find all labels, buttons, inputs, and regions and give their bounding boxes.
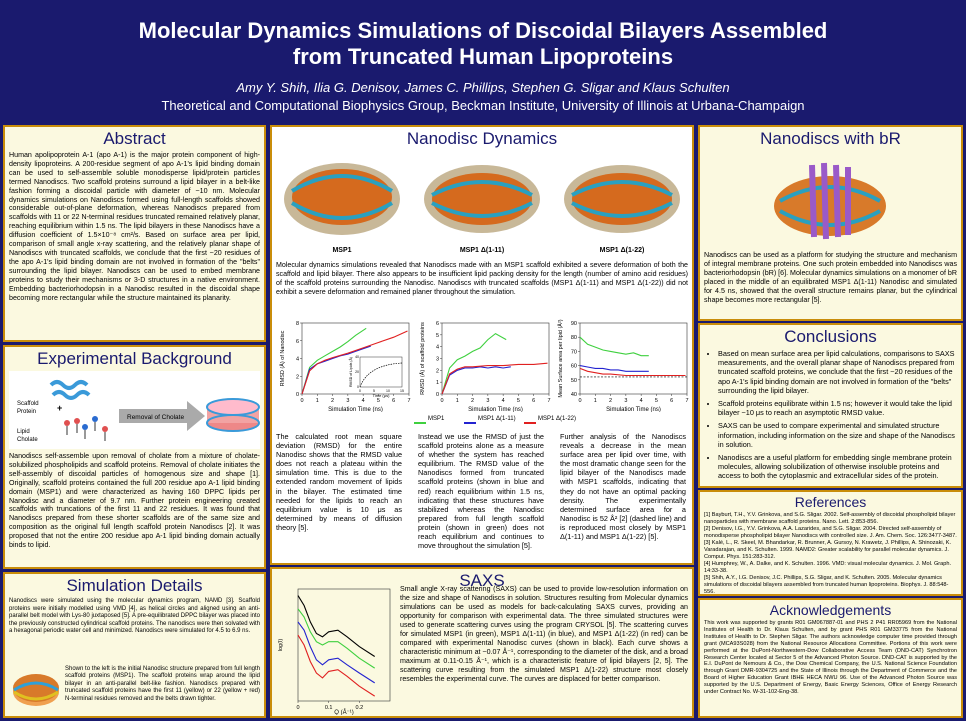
label-msp1-22: MSP1 Δ(1-22) [599, 247, 645, 254]
conclusion-item: • Based on mean surface area per lipid calculations, comparisons to SAXS measurements, and the overall planar shape of Nanodiscs prepared from truncated scaffold proteins, we conclude that the first ~20 residues of the apo A-1's lipid binding domain are not involved in formation of the "belts" surrounding the lipid bilayer. [718, 349, 957, 395]
x-tick-label: 6 [670, 398, 674, 404]
y-axis-label: Mean Surface area per lipid (Å²) [558, 319, 564, 398]
inset-y-tick-label: 20 [355, 370, 359, 374]
x-tick-label: 0.1 [324, 705, 333, 711]
sim-details-text: Nanodiscs were simulated using the molecular dynamics program, NAMD [3]. Scaffold proteins were initially modelled using VMD [4], as helical circles and aligned using an anti-parallel belt model with Lys-80 juxtaposed [5]. A pre-equilibrated DPPC bilayer was placed into the previously constructed cylindrical scaffold proteins. The nanodiscs were then solvated with a hexagonal periodic water cell and minimized. Nanodiscs were simulated for 4.5 to 6.9 ns. [9, 598, 260, 634]
inset-frame [360, 357, 402, 387]
rmsd-nanodisc-chart [278, 317, 413, 412]
saxs-text: Small angle X-ray scattering (SAXS) can be used to provide low-resolution information on the size and shape of Nanodiscs in solution. Structures resulting from Molecular dynamics simulations can be used as models for back-calculating SAXS curves, providing an opportunity for comparison with experimental data. The three simulated structures were used to generate scattering curves using the program CRYSOL [5]. The scattering curves for simulated MSP1 (in green), MSP1 Δ(1-11) (in blue), and MSP1 Δ(1-22) (in red) can be compared with experimental Nanodisc curves (shown in black). Each curve shows a characteristic minimum at ~0.07 Å⁻¹, corresponding to the diameter of the disk, and a broad maximum at 0.11-0.15 Å⁻¹, which is a characteristic feature of lipid bilayers [2, 5]. The scattering curve resulting from the simulated MSP1 Δ(1-22) structure most closely resembles the experimental curve. The curves are displaced for better comparison. [400, 585, 688, 683]
series-line-2 [580, 368, 686, 375]
abstract-title: Abstract [103, 129, 166, 148]
x-tick-label: 1 [593, 398, 597, 404]
nanodisc-dynamics-text: Molecular dynamics simulations revealed that Nanodiscs made with an MSP1 scaffold exhibited a severe deformation of both the scaffold and lipid bilayer. There also appears to be insufficient lipid packing density for the length (number of amino acid residues) of the scaffold proteins surrounding the Nanodisc. Nanodiscs with truncated scaffolds (MSP1 Δ(1-11) and MSP1 Δ(1-22)) did not exhibit a severe deformation and remained planer throughout the simulation. [276, 261, 688, 296]
x-tick-label: 5 [516, 398, 520, 404]
x-tick-label: 0 [578, 398, 582, 404]
msp1-11-render [424, 165, 540, 233]
sim-details-title: Simulation Details [66, 576, 203, 595]
nanodisc-render-row [272, 151, 692, 247]
x-tick-label: 7 [547, 398, 551, 404]
references-list [704, 512, 957, 596]
surface-area-chart [556, 317, 691, 412]
references-title: References [794, 494, 867, 510]
x-tick-label: 2 [331, 398, 335, 404]
y-tick-label: 4 [435, 344, 439, 351]
authors: Amy Y. Shih, Ilia G. Denisov, James C. Phillips, Stephen G. Sligar and Klaus Schulten [236, 80, 730, 95]
poster-header [0, 0, 966, 122]
reference-item: [3] Kalé, L., R. Skeel, M. Bhandarkar, R. Brunner, A. Gursoy, N. Krawetz, J. Phillips, A. Shinozaki, K. Varadarajan, and K. Schulten. 1999. NAMD2: Greater scalability for parallel molecular dynamics. J. Comput. Phys. 151:283-312. [704, 540, 952, 560]
x-tick-label: 0 [440, 398, 444, 404]
acknowledgements-title: Acknowledgements [769, 602, 892, 618]
references-panel [698, 490, 963, 596]
molecule-render [11, 666, 61, 714]
br-render-image [700, 151, 961, 251]
y-tick-label: 6 [295, 338, 299, 345]
series-line-0 [442, 334, 506, 394]
nanodisc-dynamics-title: Nanodisc Dynamics [406, 129, 558, 148]
nano-br-panel [698, 125, 963, 321]
conclusion-item: • Scaffold proteins equilibrate within 1.5 ns; however it would take the lipid bilayer ~10 μs to reach an asymptotic RMSD value. [718, 399, 957, 417]
y-tick-label: 90 [570, 321, 577, 327]
y-tick-label: 3 [435, 356, 439, 363]
x-tick-label: 4 [361, 398, 365, 404]
series-line-0 [580, 337, 649, 356]
poster-title [60, 18, 906, 70]
area-col-text: Further analysis of the Nanodiscs reveals a decrease in the mean surface area per lipid over time, with the most dramatic change seen for the lipid bilayer of the Nanodiscs made with MSP1 scaffolds, indicating that they do not have an optimal packing density. The experimentally determined surface area for a Nanodisc is 52 Å² [2] (dashed line) and is reproduced most closely by MSP1 Δ(1-11) and MSP1 Δ(1-22) [5]. [560, 432, 686, 542]
label-scaffold-line2: Protein [17, 409, 37, 415]
x-tick-label: 0 [296, 705, 300, 711]
y-tick-label: 70 [570, 349, 577, 356]
y-tick-label: 0 [435, 392, 439, 398]
exp-background-panel [3, 345, 266, 569]
y-tick-label: 8 [295, 321, 299, 327]
plot-frame [298, 589, 390, 701]
y-tick-label: 5 [435, 332, 439, 339]
x-tick-label: 3 [624, 398, 628, 404]
inset-x-tick-label: 5 [373, 389, 375, 393]
exp-background-title: Experimental Background [37, 349, 232, 368]
x-tick-label: 0 [300, 398, 304, 404]
inset-y-label: RMSD of Lipids (Å) [349, 357, 353, 387]
label-scaffold-line1: Scaffold [17, 401, 39, 407]
y-tick-label: 0 [295, 392, 299, 398]
plot-frame [580, 323, 687, 394]
nanodisc-icon [207, 399, 259, 431]
label-lipid-line1: Lipid [17, 429, 30, 435]
msp1-render [284, 163, 400, 235]
y-tick-label: 80 [570, 335, 577, 342]
x-tick-label: 6 [392, 398, 396, 404]
conclusions-panel [698, 323, 963, 488]
sim-details-caption: Shown to the left is the initial Nanodisc structure prepared from full length scaffold proteins (MSP1). The scaffold proteins wrap around the lipid bilayer in an anti-parallel belt-like fashion. Nanodiscs prepared with truncated scaffold proteins have the first 11 (yellow) or 22 (yellow + red) N-terminal residues removed and the belts drawn tighter. [65, 666, 260, 702]
label-lipid-line2: Cholate [17, 437, 38, 443]
x-axis-label: Simulation Time (ns) [606, 407, 661, 412]
x-tick-label: 0.2 [355, 705, 364, 711]
reference-item: [1] Bayburt, T.H., Y.V. Grinkova, and S.G. Sligar. 2002. Self-assembly of discoidal phospholipid bilayer nanoparticles with membrane scaffold proteins. Nano. Lett. 2:853-856. [704, 512, 956, 525]
rmsd-scaffold-chart [418, 317, 553, 412]
y-tick-label: 40 [570, 392, 577, 398]
x-axis-label: Q (Å⁻¹) [334, 710, 354, 715]
saxs-panel [270, 567, 694, 718]
x-tick-label: 1 [455, 398, 459, 404]
y-tick-label: 2 [295, 374, 299, 381]
conclusions-list [700, 349, 957, 481]
conclusion-item: • SAXS can be used to compare experimental and simulated structure information, including information on the size and shape of the Nanodiscs in solution. [718, 421, 957, 449]
x-tick-label: 2 [609, 398, 613, 404]
nano-br-title: Nanodiscs with bR [760, 129, 901, 148]
y-tick-label: 60 [570, 363, 577, 370]
abstract-text: Human apolipoprotein A-1 (apo A-1) is the major protein component of high-density lipoproteins. A 200-residue segment of apo A-1's lipid binding domain can be used to self-assemble soluble monodisperse lipid/protein particles termed Nanodiscs. Two scaffold proteins surround a lipid bilayer in a belt-like fashion forming a discoidal particle with diameter of ~10 nm. Molecular dynamics simulations on Nanodiscs formed using full-length scaffolds showed considerable out-of-plane deformation, whereas Nanodiscs prepared from scaffolds with 11 or 22 N-terminal residues truncated remained relatively planar, reaching equilibrium within 1.5 ns. The lipid bilayers in these Nanodiscs have a diffusion coefficient of 1.5×10⁻⁸ cm²/s. Based on surface area per lipid, comparison of small angle x-ray scattering, and the relatively planar shape of Nanodiscs with truncated scaffolds, we conclude that the first ~20 residues of the apo A-1's lipid binding domain are not involved in formation of the "belts" surrounding the lipid bilayer. Nanodiscs can be used to embed membrane proteins to study their mechanisms or 3-D structures in a native environment. Embedding bacteriorhodopsin in a Nanodisc resulted in the discoidal shape becoming more rectangular while the structure maintained its planarity. [9, 151, 260, 302]
chart-legend [412, 415, 592, 425]
x-tick-label: 1 [315, 398, 319, 404]
series-line-1 [442, 367, 511, 394]
br-molecule-render [700, 151, 960, 251]
series-line-0 [298, 596, 375, 657]
lipid-icon [64, 416, 108, 441]
conclusion-item: • Nanodiscs are a useful platform for embedding single membrane protein molecules, allowing solubilization of otherwise insoluble proteins and access to both the cytoplasmic and extracellular sides of the protein. [718, 453, 957, 481]
x-tick-label: 2 [471, 398, 475, 404]
inset-x-label: Time (μs) [372, 393, 390, 398]
nanodisc-structure-image [11, 666, 61, 714]
saxs-title: SAXS [459, 571, 505, 590]
self-assembly-diagram [9, 371, 262, 449]
label-msp1-11: MSP1 Δ(1-11) [459, 247, 505, 254]
acknowledgements-panel [698, 598, 963, 718]
saxs-chart [276, 575, 396, 715]
abstract-panel [3, 125, 266, 342]
y-tick-label: 1 [435, 380, 439, 387]
legend-msp1-11: MSP1 Δ(1-11) [478, 416, 516, 422]
label-removal: Removal of Cholate [127, 414, 185, 421]
inset-y-tick-label: 40 [355, 355, 359, 359]
scaffold-protein-icon [51, 382, 89, 398]
y-tick-label: 6 [435, 321, 439, 327]
y-axis-label: RMSD (Å) of Nanodisc [280, 330, 286, 387]
msp1-22-render [564, 165, 680, 233]
reference-item: [4] Humphrey, W., A. Dalke, and K. Schulten. 1996. VMD: visual molecular dynamics. J. Mol. Graph. 14:33-38. [704, 561, 952, 574]
nanodisc-dynamics-panel [270, 125, 694, 565]
x-tick-label: 3 [486, 398, 490, 404]
x-tick-label: 4 [501, 398, 505, 404]
x-tick-label: 3 [346, 398, 350, 404]
label-msp1: MSP1 [332, 247, 352, 254]
x-tick-label: 6 [532, 398, 536, 404]
y-tick-label: 4 [295, 356, 299, 363]
title-line-2: from Truncated Human Lipoproteins [292, 44, 674, 69]
x-axis-label: Simulation Time (ns) [328, 407, 383, 412]
legend-msp1: MSP1 [428, 416, 445, 422]
title-line-1: Molecular Dynamics Simulations of Discoidal Bilayers Assembled [138, 18, 828, 43]
exp-background-text: Nanodiscs self-assemble upon removal of cholate from a mixture of cholate-solubilized phospholipids and scaffold proteins. Removal of cholate initiates the self-assembly of discoidal particles of homogenous size and shape [1]. Originally, scaffold proteins contained the full 200 residue apo A-1 lipid binding domain (MSP1) and were characterized as having 160 DPPC lipids per Nanodisc and a diameter of 9.7 nm. Further protein engineering created scaffolds with truncations of the first 11 and 22 residues. It was found that Nanodiscs prepared from these shorter scaffolds are of the same size and composition as the original full length scaffold protein Nanodiscs [2]. It was proposed that not the entire 200 residue apo A-1 lipid binding domain actually binds to lipid. [9, 452, 260, 550]
y-axis-label: RMSD (Å) of scaffold proteins [420, 322, 426, 395]
reference-item: [2] Denisov, I.G., Y.V. Grinkova, A.A. Lazarides, and S.G. Sligar. 2004. Directed self-assembly of monodisperse phospholipid bilayer Nanodiscs with controlled size. J. Am. Chem. Soc. 126:3477-3487. [704, 526, 957, 539]
sim-details-panel [3, 572, 266, 718]
y-axis-label: log(I) [278, 638, 284, 652]
x-axis-label: Simulation Time (ns) [468, 407, 523, 412]
nano-br-text: Nanodiscs can be used as a platform for studying the structure and mechanism of integral membrane proteins. One such protein embedded into Nanodiscs was bacteriorhodopsin (bR) [6]. Molecular dynamics simulations on a monomer of bR placed in the middle of an equilibrated MSP1 Δ(1-11) Nanodisc and simulated for 4.5 ns, showed that the overall structure remains planar, but the cylindrical shape becomes more rectangular [5]. [704, 251, 957, 304]
inset-x-tick-label: 15 [400, 389, 404, 393]
x-tick-label: 7 [685, 398, 689, 404]
x-tick-label: 5 [654, 398, 658, 404]
plus-sign: + [57, 403, 63, 413]
acknowledgements-text: This work was supported by grants R01 GM067887-01 and PHS 2 P41 RR05969 from the National Institutes of Health to Dr. Klaus Schulten, and by grant PHS R01 GM33775 from the National Institutes of Health to Dr. Stephen Sligar. The authors acknowledge computer time provided through grant (MCA93S028) from the National Resource Allocations Committee. Portions of this work were performed at the DuPont-Northwestern-Dow Collaborative Access Team (DND-CAT) Synchrotron Research Center located at Sector 5 of the Advanced Photon Source. DND-CAT is supported by the E.I. DuPont de Nemours & Co., the Dow Chemical Company, the U.S. National Science Foundation through Grant DMR-9304725 and the State of Illinois through the Department of Commerce and the Board of Higher Education Grant IBHE HECA NWU 96. Use of the Advanced Photon Source was supported by the U.S. Department of Energy, Basic Energy Sciences, Office of Energy Research under Contract No. W-31-102-Eng-38. [704, 620, 957, 696]
inset-x-tick-label: 0 [359, 389, 361, 393]
inset-x-tick-label: 10 [386, 389, 390, 393]
series-line-1 [580, 366, 649, 372]
affiliation: Theoretical and Computational Biophysics Group, Beckman Institute, University of Illinois at Urbana-Champaign [161, 98, 805, 113]
x-tick-label: 7 [407, 398, 411, 404]
conclusions-title: Conclusions [784, 327, 877, 346]
x-tick-label: 4 [639, 398, 643, 404]
self-assembly-figure [9, 371, 260, 449]
nanodisc-renders [272, 151, 692, 247]
series-line-2 [442, 363, 548, 394]
legend-msp1-22: MSP1 Δ(1-22) [538, 416, 577, 422]
reference-item: [5] Shih, A.Y., I.G. Denisov, J.C. Phillips, S.G. Sligar, and K. Schulten. 2005. Molecular dynamics simulations of discoidal bilayers assembled from truncated human lipoproteins. Biophys. J. 88:548-556. [704, 575, 949, 595]
y-tick-label: 50 [570, 377, 577, 384]
rmsd-col-text: The calculated root mean square deviation (RMSD) for the entire Nanodisc shows that the RMSD value does not reach a plateau within the simulation time. This is due to the extended random movement of lipids in the bilayer. The estimated time needed for the lipids to reach an equilibrium value is 10 μs as determined by means of diffusion theory [5]. [276, 432, 402, 532]
y-tick-label: 2 [435, 368, 439, 375]
scaffold-col-text: Instead we use the RMSD of just the scaffold proteins alone as a measure of whether the system has reached equilibrium. The RMSD value of the Nanodiscs formed from truncated scaffold proteins (shown in blue and red) reach equilibrium within 1.5 ns, indicating that these structures have stabilized whereas the Nanodisc prepared from full length scaffold protein (shown in green) does not reach equilibrium and continues to move throughout the simulation [5]. [418, 432, 544, 551]
inset-y-tick-label: 0 [357, 385, 359, 389]
x-tick-label: 5 [376, 398, 380, 404]
